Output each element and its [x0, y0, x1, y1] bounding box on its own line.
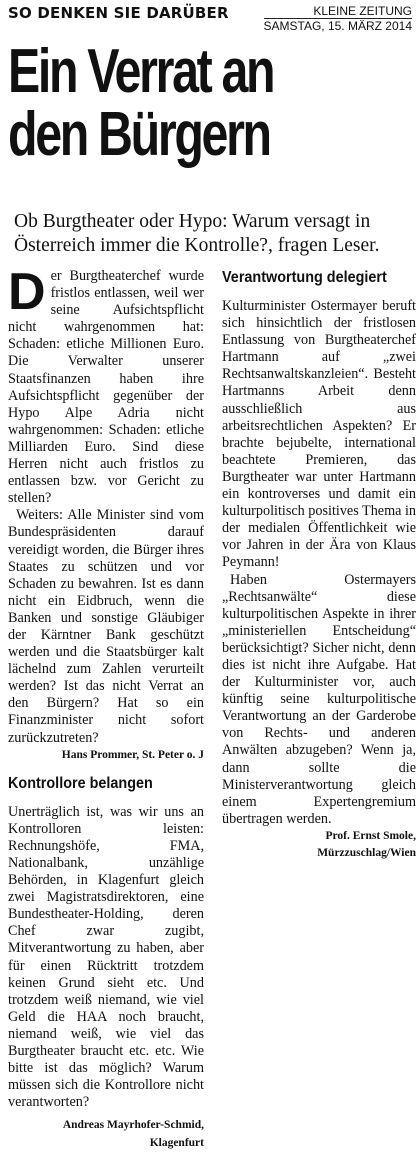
letter-mayrhofer-signature-name: Andreas Mayrhofer-Schmid,	[62, 1119, 204, 1132]
letter-prommer-paragraph-1: er Burgtheaterchef wurde fristlos entlassen, weil wer seine Aufsichtspflicht nicht wahrgenommen hat: Schaden: etliche Millionen Euro. Die Verwalter unserer Staatsfinanzen haben ihre Aufsichtspflicht gegenüber der Hypo Alpe Adria nicht wahrgenommen: Schaden: etliche Milliarden Euro. Sind diese Herren nicht auch fristlos zu entlassen bzw. vor Gericht zu stellen?	[8, 268, 204, 507]
letter-prommer	[8, 263, 204, 764]
headline-line-2: den Bürgern	[8, 100, 270, 169]
letter-smole-paragraph-2: Haben Ostermayers „Rechtsanwälte“ diese kulturpolitischen Aspekte in ihrer „ministeriellen Entscheidung“ berücksichtigt? Sicher nicht, denn dies ist nicht ihre Aufgabe. Hat der Kulturminister vor, auch künftig seine kulturpolitische Verantwortung an der Garderobe von Rechts- und anderen Anwälten abzugeben? Wenn ja, dann sollte die Ministerverantwortung gleich einem Expertengremium übertragen werden.	[222, 571, 416, 827]
letter-smole-signature-place: Mürzzuschlag/Wien	[317, 847, 416, 859]
letter-mayrhofer	[8, 804, 204, 1152]
masthead-paper-name: KLEINE ZEITUNG	[264, 4, 413, 19]
headline	[8, 37, 328, 169]
letter-prommer-paragraph-2: Weiters: Alle Minister sind vom Bundespräsidenten darauf vereidigt worden, die Bürger ihres Staates zu schützen und vor Schaden zu bewahren. Ist es dann nicht ein Eidbruch, wenn die Banken und sonstige Gläubiger der Kärntner Bank geschützt werden und die Staatsbürger kalt lächelnd zum Zahlen verurteilt werden? Ist das nicht Verrat an den Bürgern? Hat so ein Finanzminister nicht sofort zurückzutreten?	[8, 507, 204, 746]
left-column	[8, 263, 204, 1152]
headline-line-1: Ein Verrat an	[8, 37, 274, 106]
letter-mayrhofer-heading: Kontrollore belangen	[8, 774, 153, 792]
letter-prommer-signature: Hans Prommer, St. Peter o. J	[61, 748, 204, 761]
subheadline: Ob Burgtheater oder Hypo: Warum versagt in Österreich immer die Kontrolle?, fragen Leser.	[14, 211, 380, 256]
letter-mayrhofer-paragraph-1: Unerträglich ist, was wir uns an Kontrolloren leisten: Rechnungshöfe, FMA, Nationalbank, unzählige Behörden, in Klagenfurt gleich zwei Magistratsdirektoren, eine Bundestheater-Holding, deren Chef zwar zugibt, Mitverantwortung zu haben, aber für einen Rücktritt trotzdem keinen Grund sieht etc. Und trotzdem weiß niemand, wie viel Geld die HAA noch braucht, niemand weiß, wie viel das Burgtheater braucht etc. etc. Wie bitte ist das möglich? Warum müssen sich die Kontrollore nicht verantworten?	[8, 803, 204, 1111]
letter-smole	[222, 298, 416, 862]
letter-smole-heading: Verantwortung delegiert	[222, 269, 387, 286]
drop-cap: D	[8, 263, 46, 321]
masthead	[264, 4, 413, 33]
letter-smole-signature-name: Prof. Ernst Smole,	[325, 829, 416, 842]
section-kicker: SO DENKEN SIE DARÜBER	[8, 4, 229, 22]
right-column	[222, 268, 416, 862]
masthead-date: SAMSTAG, 15. MÄRZ 2014	[263, 19, 412, 33]
letter-smole-paragraph-1: Kulturminister Ostermayer beruft sich hinsichtlich der fristlosen Entlassung von Burgtheaterchef Hartmann auf „zwei Rechtsanwaltskanzleien“. Besteht Hartmanns Arbeit denn ausschließlich aus arbeitsrechtlichen Aspekten? Er brachte bejubelte, international beachtete Premieren, das Burgtheater war unter Hartmann ein kontroverses und damit ein kulturpolitisch positives Thema in der medialen Öffentlichkeit wie vor Jahren in der Ära von Klaus Peymann!	[222, 298, 417, 571]
letter-mayrhofer-signature-place: Klagenfurt	[149, 1136, 204, 1149]
